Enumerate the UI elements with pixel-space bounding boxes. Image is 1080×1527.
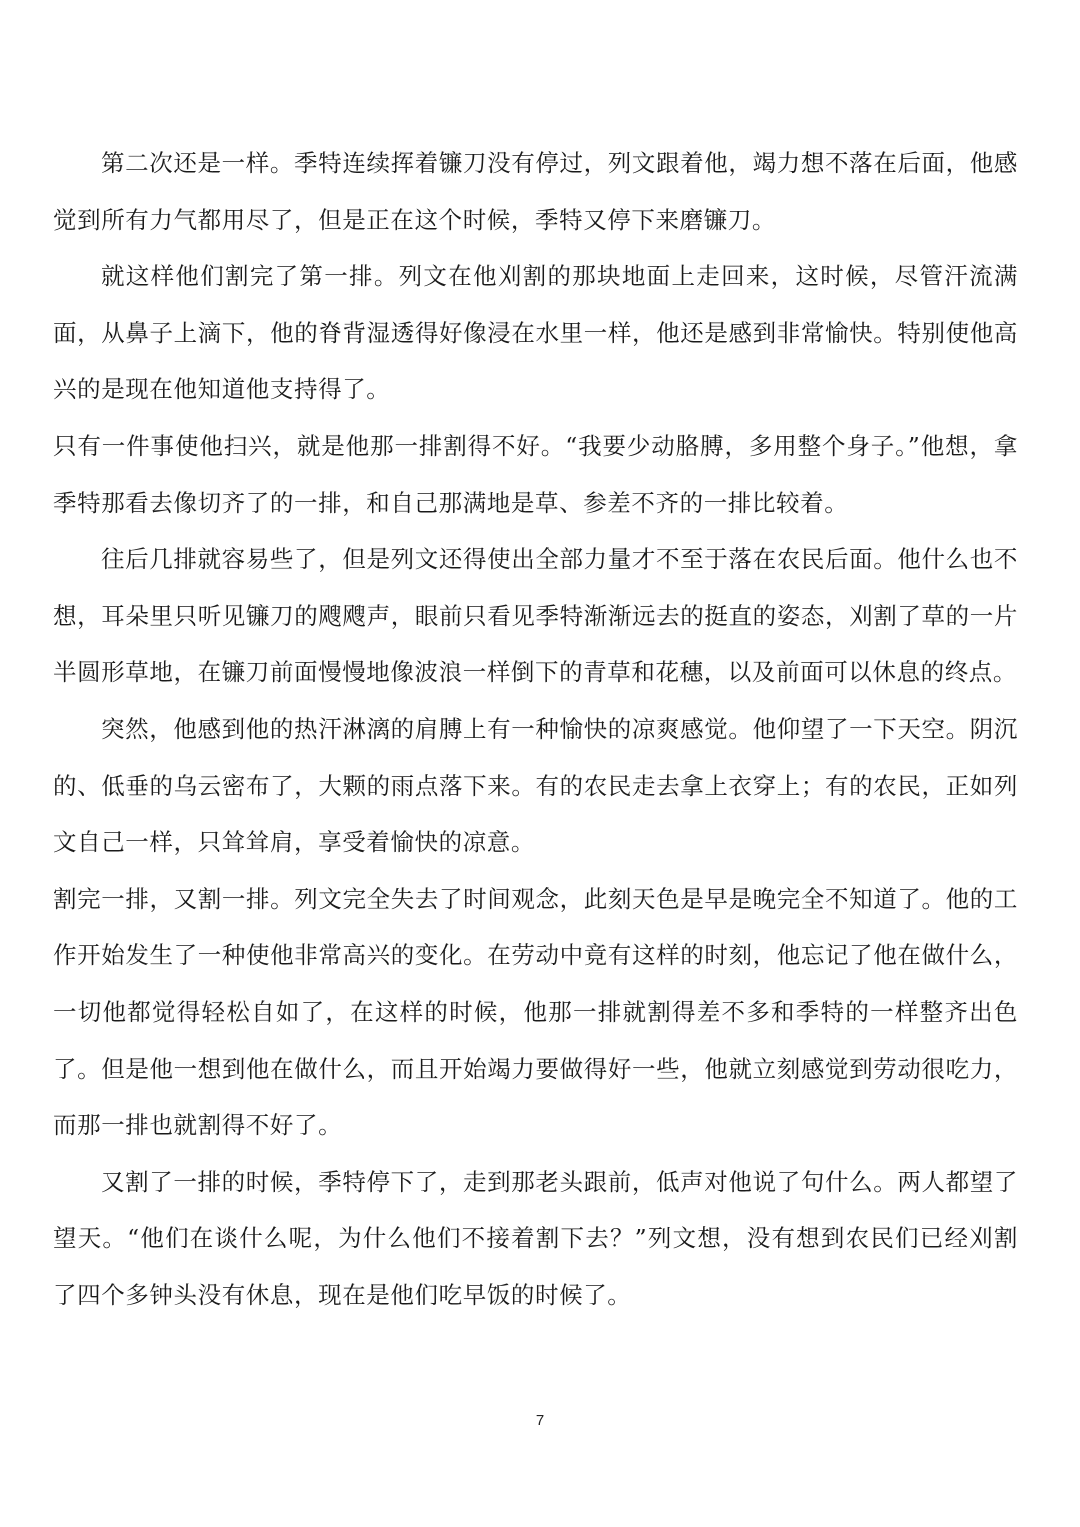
paragraph-5: 突然，他感到他的热汗淋漓的肩膊上有一种愉快的凉爽感觉。他仰望了一下天空。阴沉的、低垂的乌云密布了，大颗的雨点落下来。有的农民走去拿上衣穿上；有的农民，正如列文自己一样，只耸耸肩，享受着愉快的凉意。 (53, 714, 1018, 857)
paragraph-1: 第二次还是一样。季特连续挥着镰刀没有停过，列文跟着他，竭力想不落在后面，他感觉到所有力气都用尽了，但是正在这个时候，季特又停下来磨镰刀。 (53, 149, 1018, 234)
page-number: 7 (535, 1412, 545, 1429)
paragraph-3: 只有一件事使他扫兴，就是他那一排割得不好。“我要少动胳膊，多用整个身子。”他想，拿季特那看去像切齐了的一排，和自己那满地是草、参差不齐的一排比较着。 (53, 431, 1018, 517)
paragraph-2: 就这样他们割完了第一排。列文在他刈割的那块地面上走回来，这时候，尽管汗流满面，从鼻子上滴下，他的脊背湿透得好像浸在水里一样，他还是感到非常愉快。特别使他高兴的是现在他知道他支持得了。 (53, 262, 1018, 404)
paragraph-7: 又割了一排的时候，季特停下了，走到那老头跟前，低声对他说了句什么。两人都望了望天。“他们在谈什么呢，为什么他们不接着割下去？”列文想，没有想到农民们已经刈割了四个多钟头没有休息，现在是他们吃早饭的时候了。 (53, 1167, 1018, 1309)
body-text (53, 135, 1018, 1323)
paragraph-4: 往后几排就容易些了，但是列文还得使出全部力量才不至于落在农民后面。他什么也不想，耳朵里只听见镰刀的飕飕声，眼前只看见季特渐渐远去的挺直的姿态，刈割了草的一片半圆形草地，在镰刀前面慢慢地像波浪一样倒下的青草和花穗，以及前面可以休息的终点。 (53, 545, 1018, 687)
paragraph-6: 割完一排，又割一排。列文完全失去了时间观念，此刻天色是早是晚完全不知道了。他的工作开始发生了一种使他非常高兴的变化。在劳动中竟有这样的时刻，他忘记了他在做什么，一切他都觉得轻松自如了，在这样的时候，他那一排就割得差不多和季特的一样整齐出色了。但是他一想到他在做什么，而且开始竭力要做得好一些，他就立刻感觉到劳动很吃力，而那一排也就割得不好了。 (53, 884, 1018, 1140)
